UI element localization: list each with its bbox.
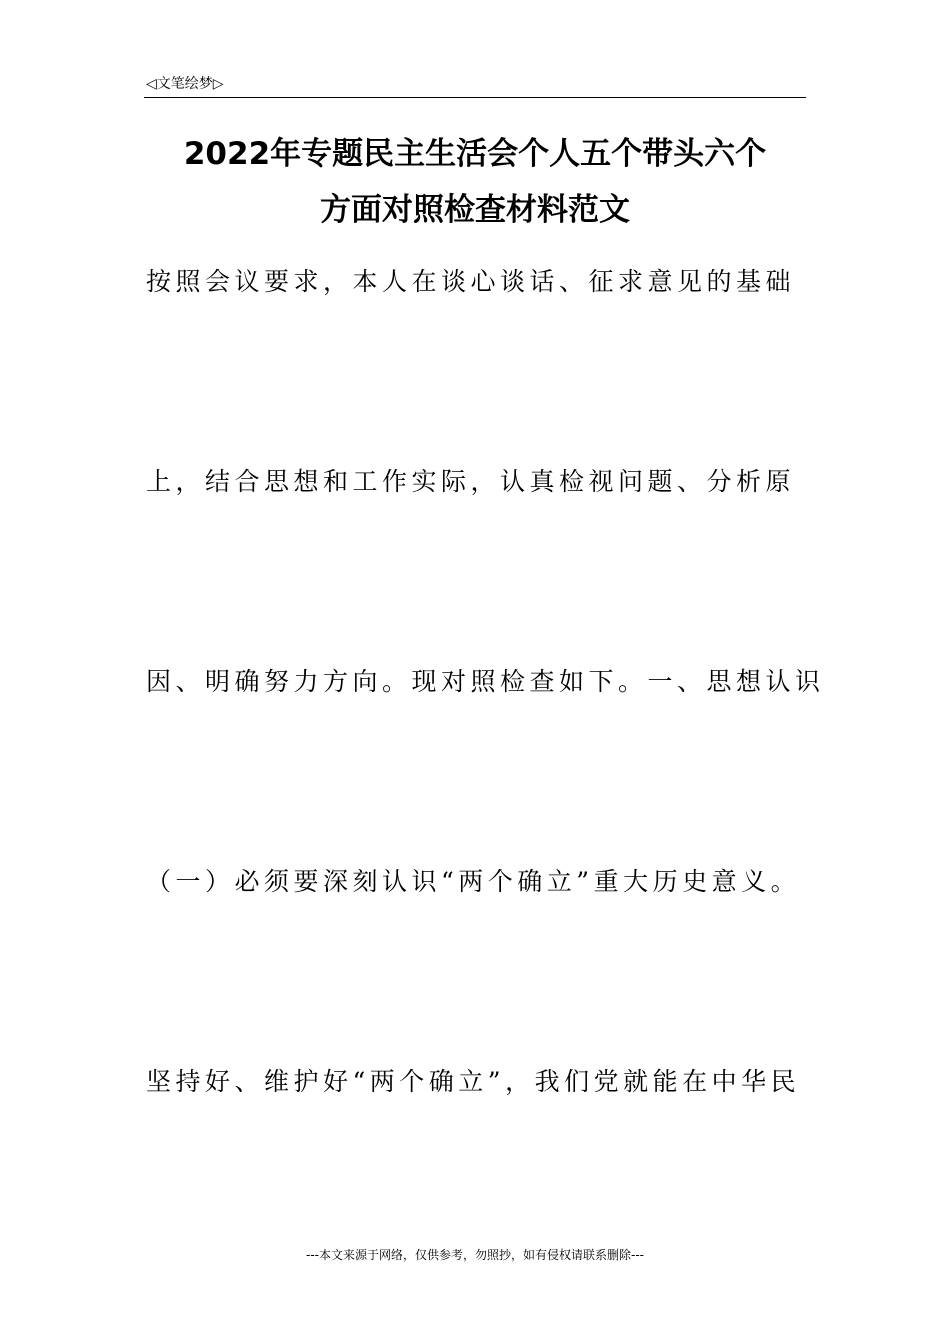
page-footer-disclaimer: ---本文来源于网络，仅供参考，勿照抄，如有侵权请联系删除---: [306, 1248, 644, 1262]
body-line-4: （一）必须要深刻认识“两个确立”重大历史意义。: [146, 867, 801, 896]
header-divider: [144, 97, 806, 98]
body-line-2: 上，结合思想和工作实际，认真检视问题、分析原: [146, 467, 796, 496]
document-title-line-1: 2022年专题民主生活会个人五个带头六个: [183, 136, 767, 172]
body-line-5: 坚持好、维护好“两个确立”，我们党就能在中华民: [146, 1067, 801, 1096]
body-line-1: 按照会议要求，本人在谈心谈话、征求意见的基础: [146, 267, 796, 296]
page-header-mark: ◁文笔绘梦▷: [146, 76, 224, 92]
body-line-3: 因、明确努力方向。现对照检查如下。一、思想认识: [146, 667, 825, 696]
document-title-line-2: 方面对照检查材料范文: [320, 192, 630, 228]
